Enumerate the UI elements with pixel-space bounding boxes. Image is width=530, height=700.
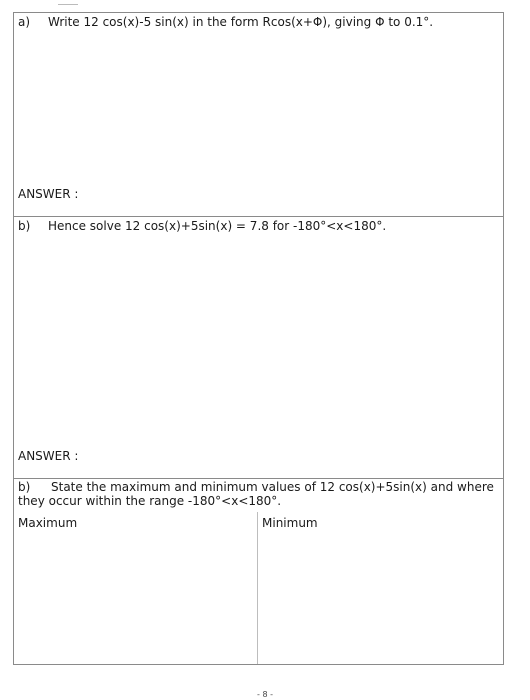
question-a-answer-label: ANSWER : — [18, 187, 79, 201]
question-c-prompt — [18, 480, 500, 508]
question-b-text: Hence solve 12 cos(x)+5sin(x) = 7.8 for -180°<x<180°. — [48, 219, 387, 233]
minimum-column-heading: Minimum — [262, 516, 318, 530]
question-c-box — [13, 478, 504, 665]
question-a-label: a) — [18, 15, 31, 29]
question-b-answer-label: ANSWER : — [18, 449, 79, 463]
question-a-text: Write 12 cos(x)-5 sin(x) in the form Rcos(x+Φ), giving Φ to 0.1°. — [48, 15, 434, 29]
question-b-box — [13, 216, 504, 479]
maximum-column-heading: Maximum — [18, 516, 78, 530]
question-a-prompt — [18, 15, 433, 29]
column-divider — [257, 512, 258, 664]
top-edge-mark — [58, 0, 78, 5]
question-c-text: State the maximum and minimum values of 12 cos(x)+5sin(x) and where they occur within the range -180°<x<180°. — [18, 480, 494, 508]
question-b-label: b) — [18, 219, 31, 233]
question-a-box — [13, 12, 504, 217]
question-b-prompt — [18, 219, 386, 233]
question-c-label: b) — [18, 480, 31, 494]
page-number: - 8 - — [257, 690, 273, 699]
